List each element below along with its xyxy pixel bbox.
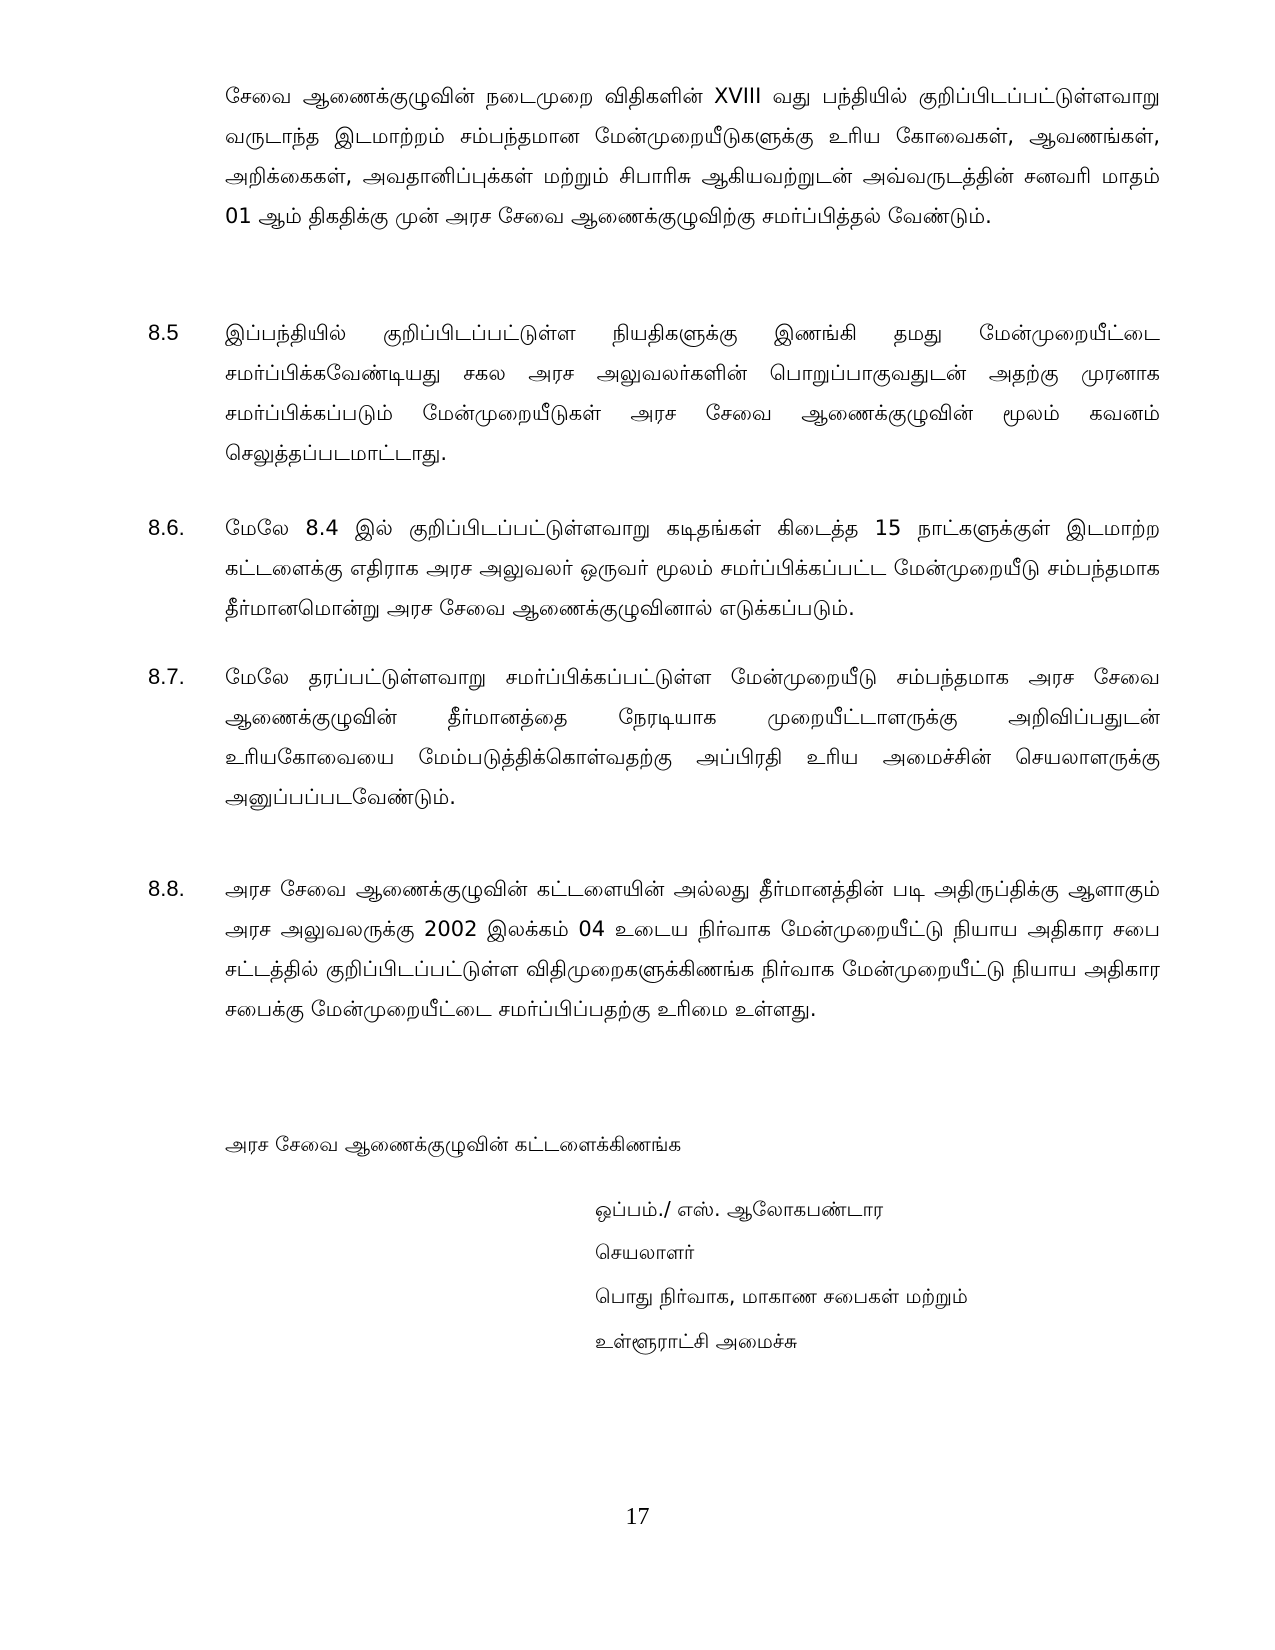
section-number-8-8: 8.8. xyxy=(148,876,185,901)
signature-ministry-line2: உள்ளூராட்சி அமைச்சு xyxy=(595,1329,798,1353)
signature-name: ஒப்பம்./ எஸ். ஆலோகபண்டார xyxy=(595,1197,884,1221)
section-number-8-5: 8.5 xyxy=(148,320,179,345)
section-text-8-6: மேலே 8.4 இல் குறிப்பிடப்பட்டுள்ளவாறு கடிதங்கள் கிடைத்த 15 நாட்களுக்குள் இடமாற்ற கட்டளைக்கு எதிராக அரச அலுவலர் ஒருவர் மூலம் சமர்ப்பிக்கப்பட்ட மேன்முறையீடு சம்பந்தமாக தீர்மானமொன்று அரச சேவை ஆணைக்குழுவினால் எடுக்கப்படும். xyxy=(225,516,1160,620)
section-text-8-7: மேலே தரப்பட்டுள்ளவாறு சமர்ப்பிக்கப்பட்டுள்ள மேன்முறையீடு சம்பந்தமாக அரச சேவை ஆணைக்குழுவின் தீர்மானத்தை நேரடியாக முறையீட்டாளருக்கு அறிவிப்பதுடன் உரியகோவையை மேம்படுத்திக்கொள்வதற்கு அப்பிரதி உரிய அமைச்சின் செயலாளருக்கு அனுப்பப்படவேண்டும். xyxy=(225,665,1160,809)
closing-line: அரச சேவை ஆணைக்குழுவின் கட்டளைக்கிணங்க xyxy=(225,1132,682,1156)
signature-ministry-line1: பொது நிர்வாக, மாகாண சபைகள் மற்றும் xyxy=(595,1284,968,1308)
section-text-8-5: இப்பந்தியில் குறிப்பிடப்பட்டுள்ள நியதிகளுக்கு இணங்கி தமது மேன்முறையீட்டை சமர்ப்பிக்கவேண்டியது சகல அரச அலுவலர்களின் பொறுப்பாகுவதுடன் அதற்கு முரனாக சமர்ப்பிக்கப்படும் மேன்முறையீடுகள் அரச சேவை ஆணைக்குழுவின் மூலம் கவனம் செலுத்தப்படமாட்டாது. xyxy=(225,321,1160,465)
section-number-8-7: 8.7. xyxy=(148,664,185,689)
signature-title: செயலாளர் xyxy=(595,1240,695,1264)
section-number-8-6: 8.6. xyxy=(148,515,185,540)
intro-paragraph: சேவை ஆணைக்குழுவின் நடைமுறை விதிகளின் XVIII வது பந்தியில் குறிப்பிடப்பட்டுள்ளவாறு வருடாந்த இடமாற்றம் சம்பந்தமான மேன்முறையீடுகளுக்கு உரிய கோவைகள், ஆவணங்கள், அறிக்கைகள், அவதானிப்புக்கள் மற்றும் சிபாரிசு ஆகியவற்றுடன் அவ்வருடத்தின் சனவரி மாதம் 01 ஆம் திகதிக்கு முன் அரச சேவை ஆணைக்குழுவிற்கு சமர்ப்பித்தல் வேண்டும். xyxy=(225,84,1160,228)
page-number: 17 xyxy=(625,1504,650,1530)
section-text-8-8: அரச சேவை ஆணைக்குழுவின் கட்டளையின் அல்லது தீர்மானத்தின் படி அதிருப்திக்கு ஆளாகும் அரச அலுவலருக்கு 2002 இலக்கம் 04 உடைய நிர்வாக மேன்முறையீட்டு நியாய அதிகார சபை சட்டத்தில் குறிப்பிடப்பட்டுள்ள விதிமுறைகளுக்கிணங்க நிர்வாக மேன்முறையீட்டு நியாய அதிகார சபைக்கு மேன்முறையீட்டை சமர்ப்பிப்பதற்கு உரிமை உள்ளது. xyxy=(225,877,1160,1021)
